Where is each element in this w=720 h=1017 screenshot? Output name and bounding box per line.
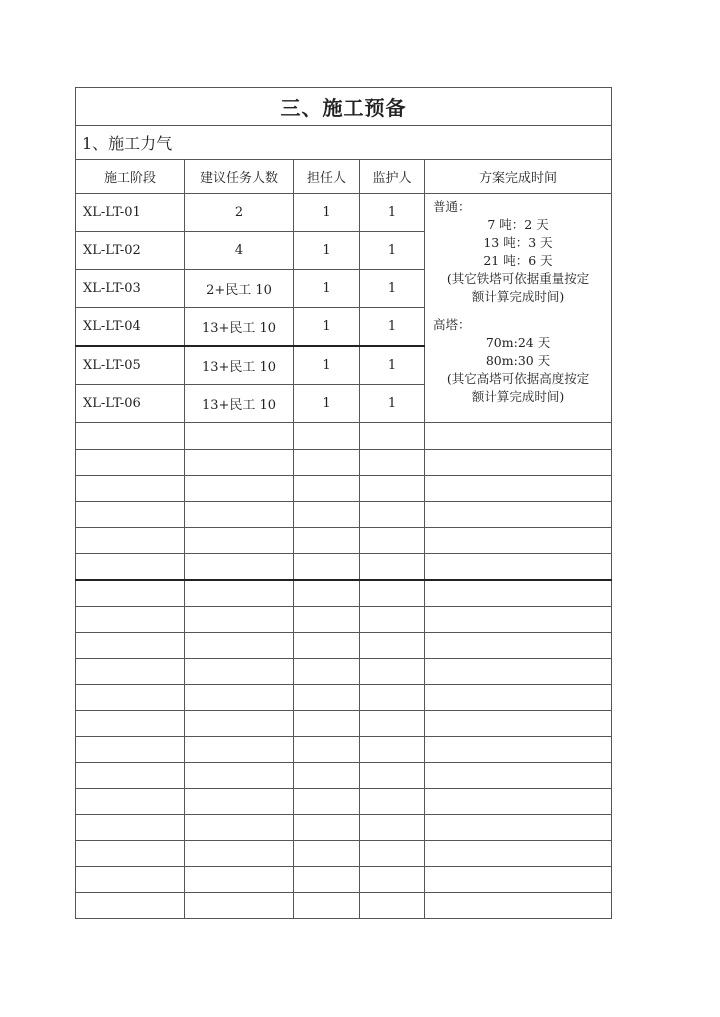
empty-row <box>76 867 612 893</box>
count-cell: 13+民工 10 <box>185 308 294 347</box>
count-cell: 4 <box>185 232 294 270</box>
stage-cell: XL-LT-06 <box>76 385 185 423</box>
document-title: 三、施工预备 <box>76 88 612 126</box>
count-cell: 13+民工 10 <box>185 346 294 385</box>
guard-cell: 1 <box>360 346 425 385</box>
note-line: (其它铁塔可依据重量按定 <box>446 271 590 286</box>
empty-row <box>76 528 612 554</box>
note-line: 额计算完成时间) <box>471 289 565 304</box>
empty-row <box>76 685 612 711</box>
empty-row <box>76 763 612 789</box>
header-count: 建议任务人数 <box>185 160 294 194</box>
schedule-note-cell <box>425 194 612 423</box>
lead-cell: 1 <box>294 232 360 270</box>
note-line: 13 吨：3 天 <box>483 235 553 250</box>
workforce-table <box>75 87 612 919</box>
empty-row <box>76 450 612 476</box>
empty-row <box>76 476 612 502</box>
header-schedule: 方案完成时间 <box>425 160 612 194</box>
stage-cell: XL-LT-03 <box>76 270 185 308</box>
note-line: (其它高塔可依据高度按定 <box>446 371 590 386</box>
guard-cell: 1 <box>360 270 425 308</box>
note-line: 21 吨：6 天 <box>483 253 553 268</box>
lead-cell: 1 <box>294 346 360 385</box>
table-header-row <box>76 160 612 194</box>
lead-cell: 1 <box>294 194 360 232</box>
note-line: 70m:24 天 <box>485 335 551 350</box>
high-tower-label: 高塔： <box>433 317 471 332</box>
empty-row <box>76 580 612 607</box>
empty-row <box>76 633 612 659</box>
empty-row <box>76 815 612 841</box>
empty-row <box>76 502 612 528</box>
count-cell: 2+民工 10 <box>185 270 294 308</box>
header-stage: 施工阶段 <box>76 160 185 194</box>
stage-cell: XL-LT-01 <box>76 194 185 232</box>
empty-row <box>76 893 612 919</box>
normal-tower-label: 普通： <box>433 199 471 214</box>
count-cell: 2 <box>185 194 294 232</box>
lead-cell: 1 <box>294 385 360 423</box>
empty-row <box>76 789 612 815</box>
note-line: 额计算完成时间) <box>471 389 565 404</box>
empty-row <box>76 737 612 763</box>
count-cell: 13+民工 10 <box>185 385 294 423</box>
table-row <box>76 194 612 232</box>
stage-cell: XL-LT-05 <box>76 346 185 385</box>
note-line: 7 吨：2 天 <box>487 217 549 232</box>
note-line: 80m:30 天 <box>485 353 551 368</box>
construction-document <box>75 87 611 919</box>
guard-cell: 1 <box>360 232 425 270</box>
header-lead: 担任人 <box>294 160 360 194</box>
stage-cell: XL-LT-02 <box>76 232 185 270</box>
lead-cell: 1 <box>294 270 360 308</box>
guard-cell: 1 <box>360 308 425 347</box>
section-heading: 1、施工力气 <box>76 126 612 160</box>
empty-row <box>76 554 612 581</box>
empty-row <box>76 711 612 737</box>
stage-cell: XL-LT-04 <box>76 308 185 347</box>
guard-cell: 1 <box>360 385 425 423</box>
empty-row <box>76 659 612 685</box>
guard-cell: 1 <box>360 194 425 232</box>
header-guard: 监护人 <box>360 160 425 194</box>
empty-row <box>76 423 612 450</box>
lead-cell: 1 <box>294 308 360 347</box>
empty-row <box>76 841 612 867</box>
empty-row <box>76 607 612 633</box>
